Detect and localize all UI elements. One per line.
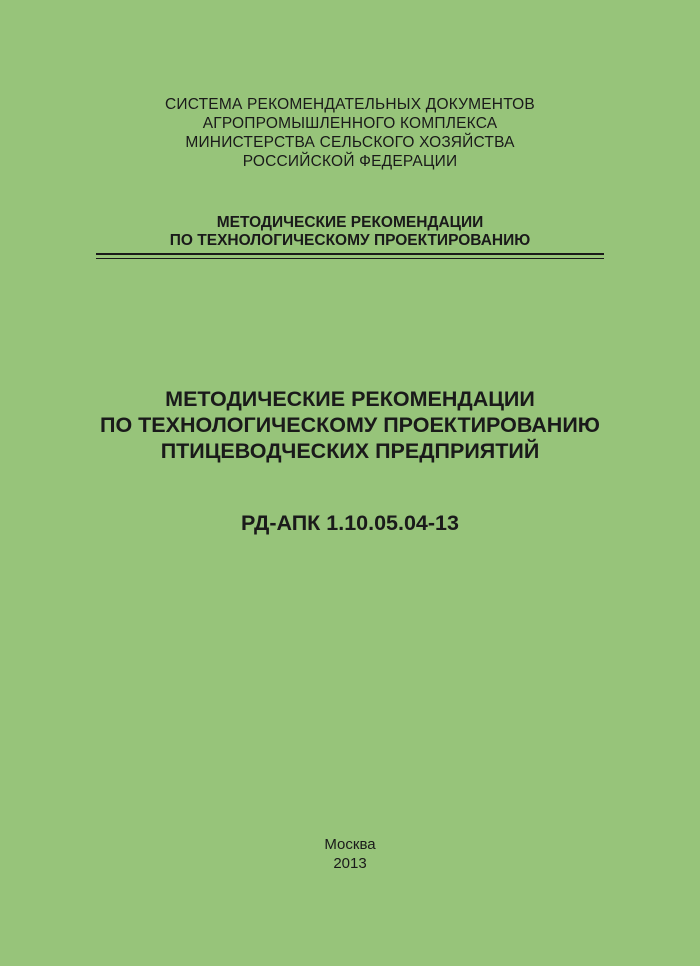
document-code xyxy=(0,510,700,536)
divider-thick xyxy=(96,253,604,255)
system-line: АГРОПРОМЫШЛЕННОГО КОМПЛЕКСА xyxy=(202,115,498,132)
divider-thin xyxy=(96,258,604,259)
issuing-system xyxy=(0,95,700,171)
title-line: ПТИЦЕВОДЧЕСКИХ ПРЕДПРИЯТИЙ xyxy=(160,439,540,463)
title-line: ПО ТЕХНОЛОГИЧЕСКОМУ ПРОЕКТИРОВАНИЮ xyxy=(100,413,600,437)
series-title xyxy=(0,214,700,250)
system-line: РОССИЙСКОЙ ФЕДЕРАЦИИ xyxy=(242,153,458,170)
series-line: МЕТОДИЧЕСКИЕ РЕКОМЕНДАЦИИ xyxy=(216,214,484,231)
title-line: МЕТОДИЧЕСКИЕ РЕКОМЕНДАЦИИ xyxy=(165,387,535,411)
imprint-city: Москва xyxy=(324,836,376,853)
series-line: ПО ТЕХНОЛОГИЧЕСКОМУ ПРОЕКТИРОВАНИЮ xyxy=(169,232,531,249)
system-line: МИНИСТЕРСТВА СЕЛЬСКОГО ХОЗЯЙСТВА xyxy=(185,134,515,151)
document-code-text: РД-АПК 1.10.05.04-13 xyxy=(241,511,459,535)
document-title xyxy=(0,386,700,464)
imprint xyxy=(0,835,700,873)
system-line: СИСТЕМА РЕКОМЕНДАТЕЛЬНЫХ ДОКУМЕНТОВ xyxy=(165,96,535,113)
imprint-year: 2013 xyxy=(333,855,367,872)
